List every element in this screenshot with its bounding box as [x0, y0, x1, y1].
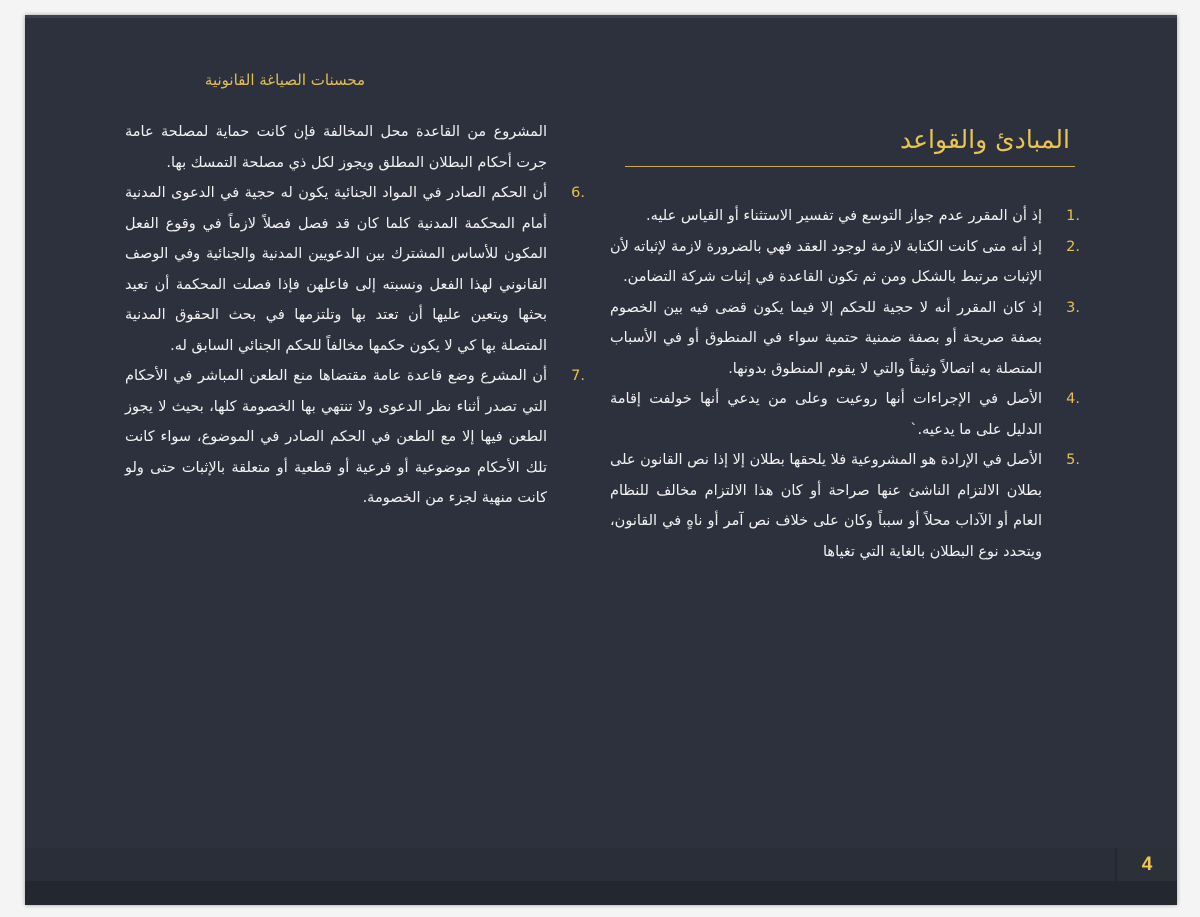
- list-number: .6: [571, 185, 585, 201]
- continued-paragraph: المشروع من القاعدة محل المخالفة فإن كانت حماية لمصلحة عامة جرت أحكام البطلان المطلق ويجوز لكل ذي مصلحة التمسك بها.: [125, 124, 547, 171]
- list-item-text: الأصل في الإرادة هو المشروعية فلا يلحقها بطلان إلا إذا نص القانون على بطلان الالتزام الناشئ عنها صراحة أو كان هذا الالتزام مخالف للنظام العام أو الآداب محلاً أو سبباً وكان على خلاف نص آمر أو ناهٍ في القانون، ويتحدد نوع البطلان بالغاية التي تغياها: [610, 452, 1042, 560]
- title-divider: [625, 166, 1075, 167]
- list-item-6: [125, 178, 585, 361]
- list-item-text: أن المشرع وضع قاعدة عامة مقتضاها منع الطعن المباشر في الأحكام التي تصدر أثناء نظر الدعوى ولا تنتهي بها الخصومة كلها، بحيث لا يجوز الطعن فيها إلا مع الطعن في الحكم الصادر في الموضوع، سواء كانت تلك الأحكام موضوعية أو فرعية أو قطعية أو متعلقة بالإثبات حتى ولو كانت منهية لجزء من الخصومة.: [125, 368, 547, 506]
- list-item-text: الأصل في الإجراءات أنها روعيت وعلى من يدعي أنها خولفت إقامة الدليل على ما يدعيه.`: [610, 391, 1042, 438]
- list-item-text: أن الحكم الصادر في المواد الجنائية يكون له حجية في الدعوى المدنية أمام المحكمة المدنية كلما كان قد فصل فصلاً لازماً في وقوع الفعل المكون للأساس المشترك بين الدعويين المدنية والجنائية وفي الوصف القانوني لهذا الفعل ونسبته إلى فاعلهن فإذا فصلت المحكمة أن تعيد بحثها ويتعين عليها أن تعتد بها وتلتزمها في بحث الحقوق المدنية المتصلة بها كي لا يكون حكمها مخالفاً للحكم الجنائي السابق له.: [125, 185, 547, 354]
- list-item-5: [610, 445, 1080, 567]
- right-column: [610, 201, 1080, 567]
- list-item-text: إذ أنه متى كانت الكتابة لازمة لوجود العقد فهي بالضرورة لازمة لإثباته لأن الإثبات مرتبط بالشكل ومن ثم تكون القاعدة في إثبات شركة التضامن.: [610, 238, 1042, 285]
- list-number: .2: [1066, 238, 1080, 255]
- list-item-text: إذ أن المقرر عدم جواز التوسع في تفسير الاستثناء أو القياس عليه.: [646, 208, 1042, 224]
- left-column: [125, 117, 585, 514]
- list-number: .3: [1066, 299, 1080, 316]
- page-number: 4: [1117, 848, 1177, 881]
- list-item-2: [610, 232, 1080, 293]
- document-page: [25, 15, 1177, 905]
- left-column-title: محسنات الصياغة القانونية: [204, 71, 366, 89]
- footer-strip: [25, 848, 1115, 881]
- list-item-1: [610, 201, 1080, 232]
- list-number: .7: [571, 368, 585, 384]
- list-item-text: إذ كان المقرر أنه لا حجية للحكم إلا فيما يكون قضى فيه بين الخصوم بصفة صريحة أو بصفة ضمنية حتمية سواء في المنطوق أو في الأسباب المتصلة به اتصالاً وثيقاً والتي لا يقوم المنطوق بدونها.: [610, 299, 1042, 377]
- list-number: .1: [1066, 208, 1080, 224]
- list-number: .5: [1066, 452, 1080, 468]
- footer-band: [25, 848, 1177, 905]
- list-item-3: [610, 293, 1080, 385]
- section-title: المبادئ والقواعد: [899, 125, 1070, 154]
- list-item-7: [125, 361, 585, 514]
- list-item-4: [610, 384, 1080, 445]
- list-number: .4: [1066, 391, 1080, 407]
